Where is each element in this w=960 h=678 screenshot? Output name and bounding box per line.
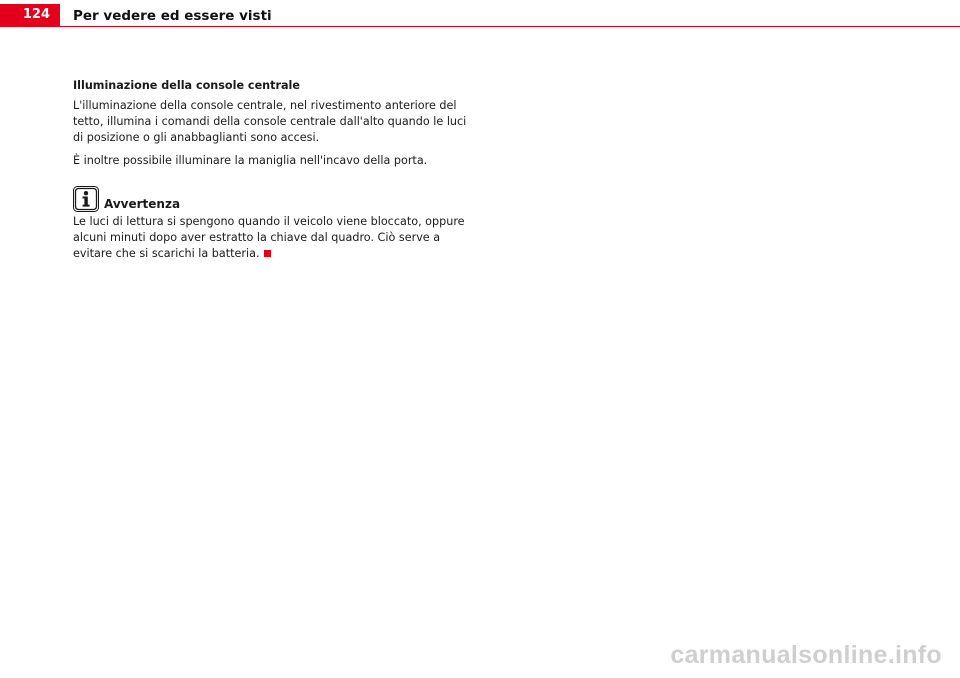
page-content	[73, 78, 473, 269]
note-header	[73, 184, 473, 212]
info-note-icon	[73, 186, 99, 212]
header-divider	[0, 26, 960, 27]
end-of-section-icon	[264, 250, 271, 257]
note-box	[73, 184, 473, 262]
note-text	[73, 214, 473, 262]
page-header	[0, 0, 960, 28]
chapter-title: Per vedere ed essere visti	[73, 8, 272, 24]
note-title: Avvertenza	[104, 197, 181, 211]
page-number: 124	[0, 4, 60, 26]
section-heading: Illuminazione della console centrale	[73, 79, 300, 92]
paragraph-2: È inoltre possibile illuminare la maniglia nell'incavo della porta.	[73, 154, 428, 167]
watermark: carmanualsonline.info	[670, 641, 942, 669]
note-body: Le luci di lettura si spengono quando il veicolo viene bloccato, oppure alcuni minuti dopo aver estratto la chiave dal quadro. Ciò serve a evitare che si scarichi la batteria.	[73, 215, 465, 260]
paragraph-1: L'illuminazione della console centrale, nel rivestimento anteriore del tetto, illumina i comandi della console centrale dall'alto quando le luci di posizione o gli anabbaglianti sono accesi.	[73, 99, 467, 144]
